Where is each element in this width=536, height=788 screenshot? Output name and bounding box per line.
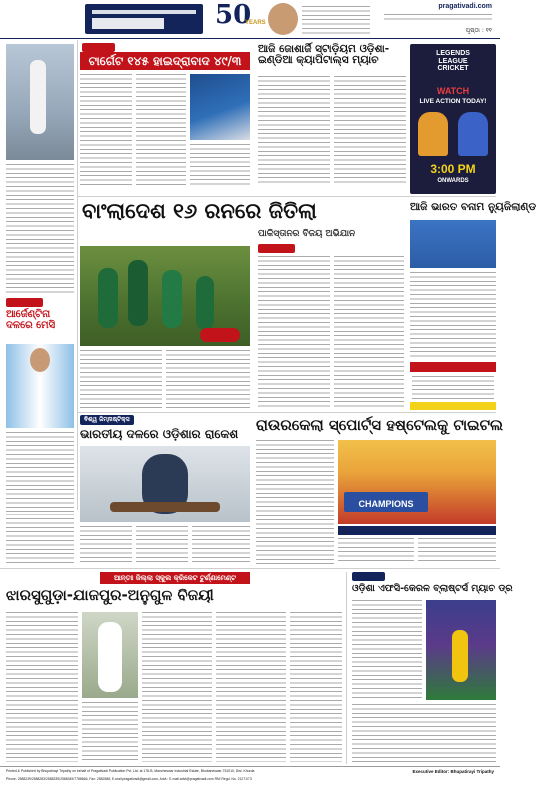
left-lower-story	[6, 518, 74, 564]
row1-divider	[78, 196, 496, 197]
womens-cricket-col1	[258, 256, 330, 410]
gill-banner: ଟାର୍ଗେଟ ୧୪୫ ହାଇଦ୍ରାବାଦ ୪୯/୩	[80, 52, 250, 70]
masthead-divider	[0, 38, 500, 39]
ipl-story-col3	[190, 144, 250, 186]
ad-player-right	[458, 112, 488, 156]
india-nz-headline: ଆଜି ଭାରତ ବନାମ ନ୍ୟୁଜିଲାଣ୍ଡ	[410, 201, 536, 213]
anniversary-logo	[215, 0, 266, 36]
score-badge	[200, 328, 240, 342]
ad-live-action: LIVE ACTION TODAY!	[419, 98, 487, 105]
womens-cricket-tag	[258, 244, 295, 253]
messi-photo	[6, 344, 74, 428]
gymnast-story-col3	[192, 526, 250, 564]
cricket-story-col5	[290, 612, 342, 762]
executive-editor-name: Bhupatirayi Tripathy	[450, 769, 494, 774]
argentina-story	[6, 432, 74, 512]
pommel-horse	[110, 502, 220, 512]
imprint-line-2: Phone: 2588239/2588283/2588339/2588349/7788666, Fax: 2582588, E-mail:pragativadi@gmail.com, Advt.: E-mail:advt@pragativadi.com RNI Regd. No. 21271/73	[6, 777, 252, 781]
odisha-fc-story-col1	[352, 600, 422, 700]
world-gym-tag: ଵିଶ୍ୱ ଜିମ୍ନାଷ୍ଟିକ୍ସ	[80, 415, 134, 425]
odisha-match-headline: ଆଜି ଜୋଶାର୍ଜି ସ୍ଟାଡ଼ିୟମ ଓଡ଼ିଶା-ଇଣ୍ଡିଆ କ୍ୟାପିଟାଲ୍ସ ମ୍ୟାଚ	[258, 43, 390, 67]
sports-photo-tennis	[6, 44, 74, 160]
columnist-photo	[268, 3, 298, 35]
gymnast-story-col2	[136, 526, 188, 564]
rourkela-headline: ରାଉରକେଲା ସ୍ପୋର୍ଟ୍ସ ହଷ୍ଟେଲକୁ ଟାଇଟଲ	[256, 416, 504, 434]
football-match-photo	[426, 600, 496, 700]
imprint-line-1: Printed & Published by Bhupatirayi Tripathy on behalf of Pragativadi Publication Pvt. Ltd. at 178-B, Mancheswar Industrial Estate, Bhubaneswar-751010, Dist. Khurda	[6, 769, 255, 773]
legends-league-ad[interactable]	[410, 44, 496, 194]
odisha-fc-headline: ଓଡ଼ିଶା ଏଫସି-କେରଳ ବ୍ଲାଷ୍ଟର୍ସ ମ୍ୟାଚ ଡ୍ର	[352, 583, 513, 594]
footballer-figure	[452, 630, 468, 682]
columnist-blurb	[302, 6, 370, 34]
rourkela-story-col3	[418, 538, 496, 564]
player-1	[98, 268, 118, 328]
executive-editor	[412, 769, 494, 774]
cricketer-photo	[82, 612, 138, 698]
broadcast-strip	[410, 402, 496, 410]
odisha-fc-story-col2	[352, 704, 496, 762]
bangladesh-headline: ବାଂଲାଦେଶ ୧୬ ରନରେ ଜିତିଲା	[82, 199, 317, 223]
executive-editor-label: Executive Editor:	[412, 769, 450, 774]
india-women-photo	[410, 220, 496, 268]
ipl-story-col1	[80, 74, 132, 186]
player-4	[196, 276, 214, 330]
isl-tag	[352, 572, 385, 581]
rourkela-caption-strip	[338, 526, 496, 535]
footer-divider	[0, 766, 500, 767]
paper-logo-lettering	[92, 10, 196, 14]
womens-cricket-col2	[334, 256, 404, 410]
odisha-match-col1	[258, 76, 330, 186]
row2-divider	[78, 412, 496, 413]
rakesh-headline: ଭାରତୀୟ ଦଳରେ ଓଡ଼ିଶାର ରାକେଶ	[80, 427, 239, 441]
ad-onwards: ONWARDS	[437, 178, 469, 184]
ipl-story-col2	[136, 74, 186, 186]
ad-time: 3:00 PM	[430, 162, 476, 176]
ad-player-left	[418, 112, 448, 156]
rourkela-story-col2	[338, 538, 414, 564]
social-icons	[384, 14, 492, 21]
left-lower-divider	[6, 514, 74, 515]
womens-schedule-strip	[410, 362, 496, 372]
ad-league-title: LEGENDS LEAGUE CRICKET	[436, 50, 470, 73]
page-number: ପୃଷ୍ଠା : ୧୧	[465, 27, 492, 34]
gymnast-photo	[80, 446, 250, 522]
website-link[interactable]: pragativadi.com	[438, 3, 492, 10]
odisha-match-col2	[334, 76, 406, 186]
tennis-story-text	[6, 164, 74, 294]
cricketer-figure	[98, 622, 122, 692]
ad-watch: WATCH	[436, 86, 470, 96]
player-3	[162, 270, 182, 328]
row3-divider	[0, 568, 500, 569]
masthead	[0, 0, 500, 38]
bottom-column-divider	[346, 572, 347, 764]
football-tag	[6, 298, 43, 307]
argentina-headline: ଆର୍ଜେଣ୍ଟିନା ଦଳରେ ମେସି	[6, 309, 56, 331]
cricket-story-col1	[6, 612, 78, 762]
cricket-story-col3	[142, 612, 212, 762]
cricket-story-col4	[216, 612, 286, 762]
bangladesh-team-photo	[80, 246, 250, 346]
india-nz-story	[410, 272, 496, 358]
jharsuguda-headline: ଝାରସୁଗୁଡ଼ା-ଯାଜପୁର-ଅନୁଗୁଳ ବିଜୟୀ	[6, 586, 214, 604]
left-column-divider	[77, 40, 78, 510]
school-cricket-banner: ଆନ୍ତଃ ଜିଲ୍ଲା ସ୍କୁଲ କ୍ରିକେଟ ଟୁର୍ଣ୍ଣାମେଣ୍ଟ	[100, 572, 250, 584]
champions-banner: CHAMPIONS	[344, 492, 428, 512]
bangladesh-story-col2	[166, 350, 250, 410]
anniversary-word: YEARS	[245, 20, 266, 26]
schedule-text	[412, 376, 494, 400]
athlete-figure	[30, 60, 46, 134]
messi-head	[30, 348, 50, 372]
bangladesh-story-col1	[80, 350, 162, 410]
rourkela-story-col1	[256, 440, 334, 564]
player-2	[128, 260, 148, 326]
rourkela-team-photo	[338, 440, 496, 524]
section-title	[92, 18, 164, 29]
ipl-tag	[82, 43, 115, 52]
gymnast-story-col1	[80, 526, 132, 564]
pakistan-subhead: ପାକିସ୍ତାନର ବିଜୟ ଅଭିଯାନ	[258, 229, 356, 239]
cricket-photo-batsman	[190, 74, 250, 140]
cricket-story-col2	[82, 702, 138, 762]
anniversary-number: 50	[215, 0, 252, 30]
